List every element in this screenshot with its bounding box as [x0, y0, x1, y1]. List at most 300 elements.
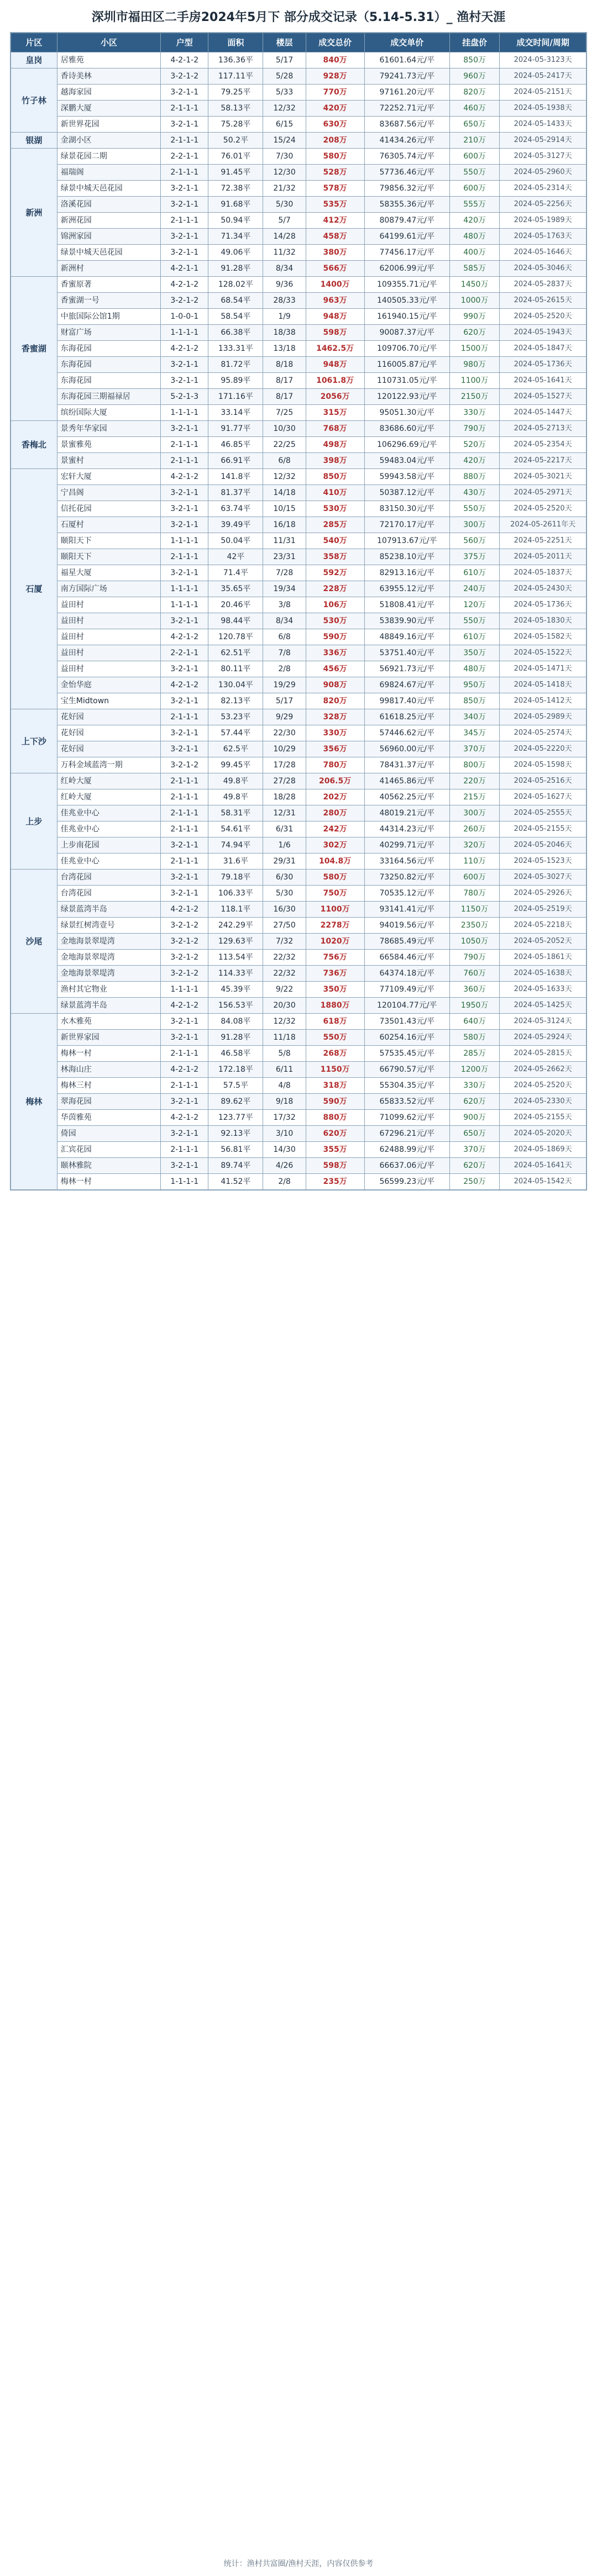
- unit-price-cell: 78431.37元/平: [364, 757, 449, 773]
- listing-price-cell: 960万: [449, 69, 499, 85]
- date-cycle-cell: 2024-05-2520天: [500, 309, 586, 325]
- layout-cell: 1-1-1-1: [161, 597, 208, 613]
- estate-name-cell: 益田村: [57, 645, 160, 661]
- area-cell: 98.44平: [208, 613, 263, 629]
- estate-name-cell: 宝生Midtown: [57, 693, 160, 709]
- table-row: [11, 645, 586, 661]
- unit-price-cell: 107913.67元/平: [364, 533, 449, 549]
- total-price-cell: 590万: [306, 1094, 364, 1110]
- layout-cell: 2-1-1-1: [161, 213, 208, 229]
- listing-price-cell: 460万: [449, 101, 499, 117]
- date-cycle-cell: 2024-05-1646天: [500, 245, 586, 261]
- layout-cell: 2-1-1-1: [161, 1046, 208, 1062]
- date-cycle-cell: 2024-05-1830天: [500, 613, 586, 629]
- table-row: [11, 1046, 586, 1062]
- layout-cell: 3-2-1-1: [161, 197, 208, 213]
- layout-cell: 3-2-1-1: [161, 837, 208, 854]
- listing-price-cell: 480万: [449, 661, 499, 677]
- district-cell: 上步: [11, 773, 57, 870]
- unit-price-cell: 73250.82元/平: [364, 870, 449, 886]
- table-row: [11, 757, 586, 773]
- total-price-cell: 630万: [306, 117, 364, 133]
- table-row: [11, 213, 586, 229]
- table-row: [11, 886, 586, 902]
- floor-cell: 19/34: [263, 581, 306, 597]
- area-cell: 49.06平: [208, 245, 263, 261]
- estate-name-cell: 红岭大厦: [57, 773, 160, 789]
- total-price-cell: 840万: [306, 52, 364, 69]
- layout-cell: 3-2-1-1: [161, 229, 208, 245]
- district-cell: 沙尾: [11, 870, 57, 1014]
- estate-name-cell: 缤纷国际大厦: [57, 405, 160, 421]
- unit-price-cell: 120104.77元/平: [364, 998, 449, 1014]
- estate-name-cell: 深鹏大厦: [57, 101, 160, 117]
- area-cell: 82.13平: [208, 693, 263, 709]
- total-price-cell: 540万: [306, 533, 364, 549]
- unit-price-cell: 83687.56元/平: [364, 117, 449, 133]
- layout-cell: 3-2-1-1: [161, 741, 208, 757]
- listing-price-cell: 350万: [449, 645, 499, 661]
- listing-price-cell: 360万: [449, 982, 499, 998]
- total-price-cell: 780万: [306, 757, 364, 773]
- table-row: [11, 982, 586, 998]
- area-cell: 46.85平: [208, 437, 263, 453]
- unit-price-cell: 120122.93元/平: [364, 389, 449, 405]
- estate-name-cell: 金湖小区: [57, 133, 160, 149]
- estate-name-cell: 红岭大厦: [57, 789, 160, 805]
- total-price-cell: 598万: [306, 1158, 364, 1174]
- floor-cell: 1/9: [263, 309, 306, 325]
- date-cycle-cell: 2024-05-2924天: [500, 1030, 586, 1046]
- estate-name-cell: 绿景蓝湾半岛: [57, 902, 160, 918]
- listing-price-cell: 480万: [449, 229, 499, 245]
- total-price-cell: 592万: [306, 565, 364, 581]
- date-cycle-cell: 2024-05-2217天: [500, 453, 586, 469]
- table-row: [11, 117, 586, 133]
- layout-cell: 4-2-1-2: [161, 1110, 208, 1126]
- floor-cell: 5/7: [263, 213, 306, 229]
- area-cell: 114.33平: [208, 966, 263, 982]
- listing-price-cell: 370万: [449, 1142, 499, 1158]
- listing-price-cell: 345万: [449, 725, 499, 741]
- area-cell: 242.29平: [208, 918, 263, 934]
- unit-price-cell: 33164.56元/平: [364, 854, 449, 870]
- table-row: [11, 405, 586, 421]
- listing-price-cell: 110万: [449, 854, 499, 870]
- area-cell: 41.52平: [208, 1174, 263, 1190]
- floor-cell: 7/8: [263, 645, 306, 661]
- date-cycle-cell: 2024-05-3127天: [500, 149, 586, 165]
- date-cycle-cell: 2024-05-1433天: [500, 117, 586, 133]
- layout-cell: 3-2-1-1: [161, 1094, 208, 1110]
- estate-name-cell: 颐阳天下: [57, 533, 160, 549]
- unit-price-cell: 140505.33元/平: [364, 293, 449, 309]
- listing-price-cell: 600万: [449, 870, 499, 886]
- estate-name-cell: 金地海景翠堤湾: [57, 966, 160, 982]
- floor-cell: 22/32: [263, 966, 306, 982]
- listing-price-cell: 610万: [449, 629, 499, 645]
- floor-cell: 12/31: [263, 805, 306, 821]
- estate-name-cell: 景秀年华家园: [57, 421, 160, 437]
- area-cell: 45.39平: [208, 982, 263, 998]
- estate-name-cell: 台湾花园: [57, 870, 160, 886]
- listing-price-cell: 120万: [449, 597, 499, 613]
- total-price-cell: 315万: [306, 405, 364, 421]
- floor-cell: 4/8: [263, 1078, 306, 1094]
- floor-cell: 17/28: [263, 757, 306, 773]
- floor-cell: 8/17: [263, 373, 306, 389]
- date-cycle-cell: 2024-05-2251天: [500, 533, 586, 549]
- area-cell: 91.28平: [208, 1030, 263, 1046]
- date-cycle-cell: 2024-05-2155天: [500, 821, 586, 837]
- layout-cell: 2-1-1-1: [161, 549, 208, 565]
- floor-cell: 2/8: [263, 1174, 306, 1190]
- total-price-cell: 1061.8万: [306, 373, 364, 389]
- estate-name-cell: 洛溪花园: [57, 197, 160, 213]
- floor-cell: 14/30: [263, 1142, 306, 1158]
- layout-cell: 2-1-1-1: [161, 854, 208, 870]
- layout-cell: 1-1-1-1: [161, 581, 208, 597]
- estate-name-cell: 居雅苑: [57, 52, 160, 69]
- total-price-cell: 328万: [306, 709, 364, 725]
- layout-cell: 3-2-1-1: [161, 373, 208, 389]
- table-row: [11, 229, 586, 245]
- date-cycle-cell: 2024-05-2914天: [500, 133, 586, 149]
- layout-cell: 1-0-0-1: [161, 309, 208, 325]
- table-row: [11, 293, 586, 309]
- unit-price-cell: 63955.12元/平: [364, 581, 449, 597]
- header-listing-price: 挂盘价: [449, 33, 499, 52]
- total-price-cell: 336万: [306, 645, 364, 661]
- area-cell: 91.28平: [208, 261, 263, 277]
- floor-cell: 21/32: [263, 181, 306, 197]
- unit-price-cell: 82913.16元/平: [364, 565, 449, 581]
- unit-price-cell: 161940.15元/平: [364, 309, 449, 325]
- layout-cell: 2-1-1-1: [161, 773, 208, 789]
- total-price-cell: 880万: [306, 1110, 364, 1126]
- unit-price-cell: 40562.25元/平: [364, 789, 449, 805]
- district-cell: 银湖: [11, 133, 57, 149]
- table-row: [11, 902, 586, 918]
- date-cycle-cell: 2024-05-2926天: [500, 886, 586, 902]
- estate-name-cell: 新洲花园: [57, 213, 160, 229]
- estate-name-cell: 东海花园: [57, 373, 160, 389]
- floor-cell: 5/28: [263, 69, 306, 85]
- layout-cell: 2-1-1-1: [161, 133, 208, 149]
- layout-cell: 2-1-1-1: [161, 789, 208, 805]
- date-cycle-cell: 2024-05-2330天: [500, 1094, 586, 1110]
- listing-price-cell: 375万: [449, 549, 499, 565]
- floor-cell: 12/32: [263, 1014, 306, 1030]
- layout-cell: 1-1-1-1: [161, 1174, 208, 1190]
- total-price-cell: 566万: [306, 261, 364, 277]
- unit-price-cell: 61601.64元/平: [364, 52, 449, 69]
- area-cell: 80.11平: [208, 661, 263, 677]
- listing-price-cell: 250万: [449, 1174, 499, 1190]
- area-cell: 172.18平: [208, 1062, 263, 1078]
- total-price-cell: 456万: [306, 661, 364, 677]
- table-row: [11, 261, 586, 277]
- floor-cell: 14/28: [263, 229, 306, 245]
- listing-price-cell: 300万: [449, 517, 499, 533]
- unit-price-cell: 48019.21元/平: [364, 805, 449, 821]
- layout-cell: 3-2-1-1: [161, 117, 208, 133]
- district-cell: 皇岗: [11, 52, 57, 69]
- total-price-cell: 2056万: [306, 389, 364, 405]
- estate-name-cell: 益田村: [57, 629, 160, 645]
- total-price-cell: 580万: [306, 870, 364, 886]
- date-cycle-cell: 2024-05-3027天: [500, 870, 586, 886]
- unit-price-cell: 72252.71元/平: [364, 101, 449, 117]
- total-price-cell: 285万: [306, 517, 364, 533]
- area-cell: 31.6平: [208, 854, 263, 870]
- date-cycle-cell: 2024-05-1633天: [500, 982, 586, 998]
- floor-cell: 10/29: [263, 741, 306, 757]
- area-cell: 136.36平: [208, 52, 263, 69]
- layout-cell: 2-1-1-1: [161, 821, 208, 837]
- estate-name-cell: 南方国际广场: [57, 581, 160, 597]
- table-row: [11, 501, 586, 517]
- unit-price-cell: 59943.58元/平: [364, 469, 449, 485]
- listing-price-cell: 950万: [449, 677, 499, 693]
- district-cell: 新洲: [11, 149, 57, 277]
- table-row: [11, 1158, 586, 1174]
- listing-price-cell: 1450万: [449, 277, 499, 293]
- unit-price-cell: 67296.21元/平: [364, 1126, 449, 1142]
- header-estate: 小区: [57, 33, 160, 52]
- table-row: [11, 725, 586, 741]
- layout-cell: 1-1-1-1: [161, 982, 208, 998]
- floor-cell: 17/32: [263, 1110, 306, 1126]
- header-area: 面积: [208, 33, 263, 52]
- layout-cell: 3-2-1-1: [161, 1030, 208, 1046]
- area-cell: 91.68平: [208, 197, 263, 213]
- date-cycle-cell: 2024-05-2417天: [500, 69, 586, 85]
- listing-price-cell: 580万: [449, 1030, 499, 1046]
- area-cell: 49.8平: [208, 773, 263, 789]
- listing-price-cell: 600万: [449, 149, 499, 165]
- layout-cell: 3-2-1-2: [161, 69, 208, 85]
- table-row: [11, 165, 586, 181]
- unit-price-cell: 79241.73元/平: [364, 69, 449, 85]
- unit-price-cell: 90087.37元/平: [364, 325, 449, 341]
- layout-cell: 2-1-1-1: [161, 709, 208, 725]
- table-body: [11, 52, 586, 1190]
- estate-name-cell: 新洲村: [57, 261, 160, 277]
- layout-cell: 3-2-1-1: [161, 501, 208, 517]
- estate-name-cell: 水木雅苑: [57, 1014, 160, 1030]
- table-row: [11, 661, 586, 677]
- unit-price-cell: 64199.61元/平: [364, 229, 449, 245]
- area-cell: 53.23平: [208, 709, 263, 725]
- listing-price-cell: 320万: [449, 837, 499, 854]
- estate-name-cell: 香蜜湖一号: [57, 293, 160, 309]
- floor-cell: 18/28: [263, 789, 306, 805]
- unit-price-cell: 59483.04元/平: [364, 453, 449, 469]
- unit-price-cell: 85238.10元/平: [364, 549, 449, 565]
- floor-cell: 11/18: [263, 1030, 306, 1046]
- unit-price-cell: 62006.99元/平: [364, 261, 449, 277]
- unit-price-cell: 94019.56元/平: [364, 918, 449, 934]
- table-row: [11, 581, 586, 597]
- table-row: [11, 629, 586, 645]
- unit-price-cell: 76305.74元/平: [364, 149, 449, 165]
- layout-cell: 1-1-1-1: [161, 325, 208, 341]
- unit-price-cell: 73501.43元/平: [364, 1014, 449, 1030]
- floor-cell: 23/31: [263, 549, 306, 565]
- estate-name-cell: 汇宾花园: [57, 1142, 160, 1158]
- district-cell: 上下沙: [11, 709, 57, 773]
- listing-price-cell: 240万: [449, 581, 499, 597]
- layout-cell: 3-2-1-1: [161, 85, 208, 101]
- estate-name-cell: 绿景中城天邑花园: [57, 181, 160, 197]
- unit-price-cell: 56921.73元/平: [364, 661, 449, 677]
- floor-cell: 8/34: [263, 613, 306, 629]
- area-cell: 58.13平: [208, 101, 263, 117]
- district-cell: 梅林: [11, 1014, 57, 1190]
- table-row: [11, 854, 586, 870]
- listing-price-cell: 550万: [449, 501, 499, 517]
- area-cell: 66.91平: [208, 453, 263, 469]
- estate-name-cell: 香诗美林: [57, 69, 160, 85]
- total-price-cell: 206.5万: [306, 773, 364, 789]
- estate-name-cell: 宏轩大厦: [57, 469, 160, 485]
- area-cell: 79.25平: [208, 85, 263, 101]
- table-row: [11, 357, 586, 373]
- date-cycle-cell: 2024-05-2611年天: [500, 517, 586, 533]
- estate-name-cell: 金地海景翠堤湾: [57, 950, 160, 966]
- unit-price-cell: 60254.16元/平: [364, 1030, 449, 1046]
- listing-price-cell: 340万: [449, 709, 499, 725]
- district-cell: 竹子林: [11, 69, 57, 133]
- area-cell: 62.5平: [208, 741, 263, 757]
- unit-price-cell: 109355.71元/平: [364, 277, 449, 293]
- listing-price-cell: 400万: [449, 245, 499, 261]
- floor-cell: 6/31: [263, 821, 306, 837]
- listing-price-cell: 420万: [449, 213, 499, 229]
- floor-cell: 22/32: [263, 950, 306, 966]
- date-cycle-cell: 2024-05-2519天: [500, 902, 586, 918]
- estate-name-cell: 林海山庄: [57, 1062, 160, 1078]
- date-cycle-cell: 2024-05-2314天: [500, 181, 586, 197]
- listing-price-cell: 880万: [449, 469, 499, 485]
- area-cell: 156.53平: [208, 998, 263, 1014]
- area-cell: 71.34平: [208, 229, 263, 245]
- total-price-cell: 590万: [306, 629, 364, 645]
- estate-name-cell: 佳兆业中心: [57, 854, 160, 870]
- unit-price-cell: 64374.18元/平: [364, 966, 449, 982]
- floor-cell: 9/36: [263, 277, 306, 293]
- listing-price-cell: 650万: [449, 117, 499, 133]
- layout-cell: 3-2-1-1: [161, 661, 208, 677]
- floor-cell: 18/38: [263, 325, 306, 341]
- floor-cell: 7/30: [263, 149, 306, 165]
- floor-cell: 12/30: [263, 165, 306, 181]
- total-price-cell: 104.8万: [306, 854, 364, 870]
- estate-name-cell: 东海花园: [57, 341, 160, 357]
- listing-price-cell: 800万: [449, 757, 499, 773]
- total-price-cell: 530万: [306, 613, 364, 629]
- estate-name-cell: 财富广场: [57, 325, 160, 341]
- table-row: [11, 966, 586, 982]
- table-row: [11, 837, 586, 854]
- floor-cell: 5/30: [263, 886, 306, 902]
- date-cycle-cell: 2024-05-1418天: [500, 677, 586, 693]
- layout-cell: 2-1-1-1: [161, 101, 208, 117]
- table-row: [11, 950, 586, 966]
- date-cycle-cell: 2024-05-2218天: [500, 918, 586, 934]
- table-row: [11, 325, 586, 341]
- floor-cell: 6/8: [263, 629, 306, 645]
- area-cell: 117.11平: [208, 69, 263, 85]
- date-cycle-cell: 2024-05-2837天: [500, 277, 586, 293]
- area-cell: 123.77平: [208, 1110, 263, 1126]
- table-row: [11, 805, 586, 821]
- floor-cell: 19/29: [263, 677, 306, 693]
- total-price-cell: 948万: [306, 309, 364, 325]
- date-cycle-cell: 2024-05-3124天: [500, 1014, 586, 1030]
- unit-price-cell: 72170.17元/平: [364, 517, 449, 533]
- total-price-cell: 550万: [306, 1030, 364, 1046]
- table-row: [11, 693, 586, 709]
- estate-name-cell: 益田村: [57, 661, 160, 677]
- table-row: [11, 533, 586, 549]
- unit-price-cell: 57736.46元/平: [364, 165, 449, 181]
- area-cell: 99.45平: [208, 757, 263, 773]
- layout-cell: 2-1-1-1: [161, 453, 208, 469]
- estate-name-cell: 宁昌阁: [57, 485, 160, 501]
- floor-cell: 6/15: [263, 117, 306, 133]
- unit-price-cell: 79856.32元/平: [364, 181, 449, 197]
- total-price-cell: 350万: [306, 982, 364, 998]
- floor-cell: 8/17: [263, 389, 306, 405]
- floor-cell: 12/32: [263, 469, 306, 485]
- estate-name-cell: 东海花园三期福禄居: [57, 389, 160, 405]
- total-price-cell: 235万: [306, 1174, 364, 1190]
- total-price-cell: 1150万: [306, 1062, 364, 1078]
- area-cell: 95.89平: [208, 373, 263, 389]
- table-row: [11, 597, 586, 613]
- area-cell: 58.31平: [208, 805, 263, 821]
- layout-cell: 3-2-1-1: [161, 517, 208, 533]
- layout-cell: 4-2-1-2: [161, 469, 208, 485]
- listing-price-cell: 1100万: [449, 373, 499, 389]
- total-price-cell: 820万: [306, 693, 364, 709]
- date-cycle-cell: 2024-05-1425天: [500, 998, 586, 1014]
- table-row: [11, 389, 586, 405]
- table-row: [11, 133, 586, 149]
- layout-cell: 5-2-1-3: [161, 389, 208, 405]
- floor-cell: 6/8: [263, 453, 306, 469]
- date-cycle-cell: 2024-05-1837天: [500, 565, 586, 581]
- area-cell: 63.74平: [208, 501, 263, 517]
- listing-price-cell: 620万: [449, 325, 499, 341]
- date-cycle-cell: 2024-05-2989天: [500, 709, 586, 725]
- total-price-cell: 302万: [306, 837, 364, 854]
- date-cycle-cell: 2024-05-1523天: [500, 854, 586, 870]
- table-row: [11, 1174, 586, 1190]
- table-row: [11, 1062, 586, 1078]
- floor-cell: 9/29: [263, 709, 306, 725]
- floor-cell: 9/22: [263, 982, 306, 998]
- listing-price-cell: 820万: [449, 85, 499, 101]
- estate-name-cell: 金地海景翠堤湾: [57, 934, 160, 950]
- unit-price-cell: 57446.62元/平: [364, 725, 449, 741]
- total-price-cell: 356万: [306, 741, 364, 757]
- floor-cell: 11/32: [263, 245, 306, 261]
- listing-price-cell: 760万: [449, 966, 499, 982]
- table-row: [11, 677, 586, 693]
